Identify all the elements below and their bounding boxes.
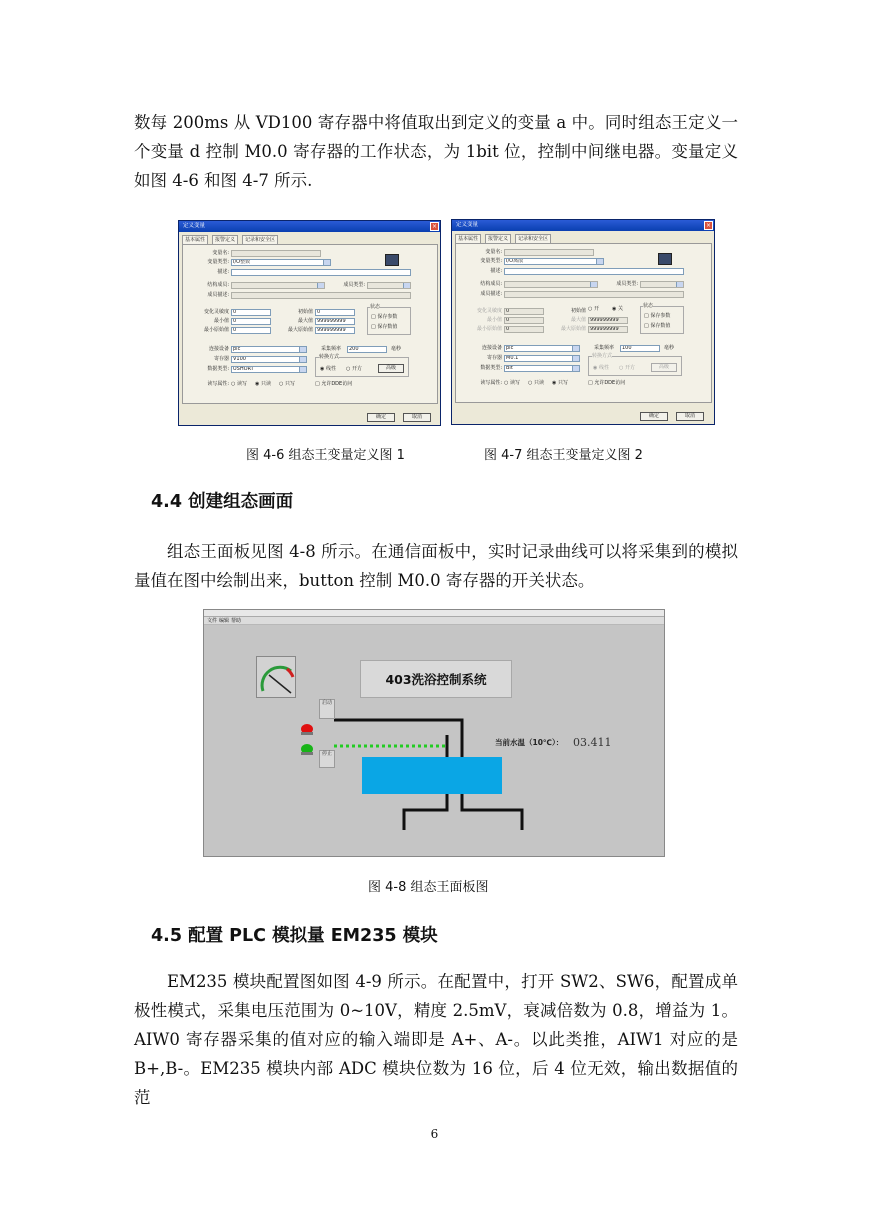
label-freq: 采集频率 xyxy=(320,346,341,352)
tab-record[interactable]: 记录和安全区 xyxy=(242,235,278,244)
label-min: 最小值 xyxy=(213,318,229,324)
stop-switch[interactable]: 停止 xyxy=(319,750,335,768)
label-desc: 描述: xyxy=(217,269,229,275)
convert-group xyxy=(315,354,409,377)
sqrt-radio[interactable]: ○ 开方 xyxy=(346,366,362,372)
change-sens-input[interactable]: 0 xyxy=(504,308,544,315)
label-ms: 毫秒 xyxy=(664,345,675,351)
write-only-radio[interactable]: ◉ 只写 xyxy=(552,380,568,386)
figure-caption-4-8: 图 4-8 组态王面板图 xyxy=(368,880,489,895)
label-rw: 读写属性: xyxy=(480,380,502,386)
register-select[interactable]: V100 xyxy=(231,356,307,363)
label-struct: 结构成员: xyxy=(480,281,502,287)
tab-record[interactable]: 记录和安全区 xyxy=(515,234,551,243)
label-member-type: 成员类型: xyxy=(343,282,365,288)
label-change-sens: 变化灵敏度 xyxy=(476,308,502,314)
convert-label: 转换方式 xyxy=(592,353,613,359)
paragraph-3: EM235 模块配置图如图 4-9 所示。在配置中，打开 SW2、SW6，配置成单极性模式，采集电压范围为 0~10V，精度 2.5mV，衰减倍数为 0.8，增益为 1。AIW0 寄存器采集的值对应的输入端即是 A+、A-。以此类推，AIW1 对应的是 B+,B-。EM235 模块内部 ADC 模块位数为 16 位，后 4 位无效，输出数据值的范 xyxy=(134,972,738,1107)
save-value-checkbox[interactable]: □ 保存数值 xyxy=(644,323,671,329)
tab-alarm[interactable]: 报警定义 xyxy=(485,234,511,243)
label-freq: 采集频率 xyxy=(593,345,614,351)
section-heading-4-4: 4.4 创建组态画面 xyxy=(151,492,294,512)
variable-icon xyxy=(658,253,672,265)
label-datatype: 数据类型: xyxy=(480,365,502,371)
min-raw-input[interactable]: 0 xyxy=(504,326,544,333)
state-label: 状态 xyxy=(643,303,654,309)
paragraph-2: 组态王面板见图 4-8 所示。在通信面板中，实时记录曲线可以将采集到的模拟量值在图中绘制出来，button 控制 M0.0 寄存器的开关状态。 xyxy=(134,542,738,590)
freq-input[interactable]: 200 xyxy=(347,346,387,353)
struct-select[interactable] xyxy=(231,282,325,289)
chevron-down-icon xyxy=(590,282,597,287)
freq-input[interactable]: 100 xyxy=(620,345,660,352)
label-min-raw: 最小原始值 xyxy=(476,326,502,332)
chevron-down-icon xyxy=(596,259,603,264)
tab-basic[interactable]: 基本属性 xyxy=(182,235,208,244)
convert-label: 转换方式 xyxy=(319,354,340,360)
basic-panel xyxy=(455,243,712,403)
allow-dde-checkbox[interactable]: □ 允许DDE访问 xyxy=(588,380,626,386)
label-member-type: 成员类型: xyxy=(616,281,638,287)
dialog-title: 定义变量 xyxy=(179,221,440,232)
member-type-select[interactable] xyxy=(640,281,684,288)
var-type-select[interactable] xyxy=(504,258,604,265)
label-var-type: 变量类型: xyxy=(207,259,229,265)
sqrt-radio[interactable]: ○ 开方 xyxy=(619,365,635,371)
chevron-down-icon xyxy=(403,283,410,288)
chevron-down-icon xyxy=(572,346,579,351)
convert-group xyxy=(588,353,682,376)
ok-button[interactable]: 确定 xyxy=(640,412,668,421)
variable-dialog-2 xyxy=(451,219,715,425)
variable-dialog-1 xyxy=(178,220,441,426)
read-only-radio[interactable]: ○ 只读 xyxy=(528,380,544,386)
chevron-down-icon xyxy=(299,347,306,352)
var-type-value: I/O离散 xyxy=(506,258,524,264)
device-select[interactable]: plc xyxy=(231,346,307,353)
device-select[interactable]: plc xyxy=(504,345,580,352)
min-input[interactable]: 0 xyxy=(504,317,544,324)
label-member-desc: 成员描述: xyxy=(480,291,502,297)
red-lamp-icon xyxy=(299,720,315,732)
label-register: 寄存器 xyxy=(486,355,502,361)
label-max: 最大值 xyxy=(297,318,313,324)
water-tank xyxy=(362,757,502,794)
temperature-label: 当前水温（10℃）： xyxy=(495,738,564,747)
member-desc-input[interactable] xyxy=(231,292,411,299)
variable-icon xyxy=(385,254,399,266)
save-param-checkbox[interactable]: □ 保存参数 xyxy=(371,314,398,320)
desc-input[interactable] xyxy=(231,269,411,276)
label-max-raw: 最大原始值 xyxy=(287,327,313,333)
min-raw-input[interactable]: 0 xyxy=(231,327,271,334)
max-raw-input[interactable]: 999999999 xyxy=(315,327,355,334)
label-var-type: 变量类型: xyxy=(480,258,502,264)
label-struct: 结构成员: xyxy=(207,282,229,288)
label-max: 最大值 xyxy=(570,317,586,323)
change-sens-input[interactable]: 0 xyxy=(231,309,271,316)
label-change-sens: 变化灵敏度 xyxy=(203,309,229,315)
member-desc-input[interactable] xyxy=(504,291,684,298)
label-device: 连接设备 xyxy=(481,345,502,351)
linear-radio[interactable]: ◉ 线性 xyxy=(320,366,336,372)
chevron-down-icon xyxy=(572,356,579,361)
cancel-button[interactable]: 取消 xyxy=(403,413,431,422)
temperature-value: 03.411 xyxy=(573,736,612,749)
close-icon[interactable]: × xyxy=(431,223,438,230)
register-select[interactable]: M0.1 xyxy=(504,355,580,362)
save-value-checkbox[interactable]: □ 保存数值 xyxy=(371,324,398,330)
chevron-down-icon xyxy=(572,366,579,371)
chevron-down-icon xyxy=(299,367,306,372)
ok-button[interactable]: 确定 xyxy=(367,413,395,422)
chevron-down-icon xyxy=(676,282,683,287)
label-init: 初始值 xyxy=(570,308,586,314)
read-only-radio[interactable]: ◉ 只读 xyxy=(255,381,271,387)
label-member-desc: 成员描述: xyxy=(207,292,229,298)
write-only-radio[interactable]: ○ 只写 xyxy=(279,381,295,387)
rw-radio[interactable]: ○ 读写 xyxy=(504,380,520,386)
figure-caption-4-7: 图 4-7 组态王变量定义图 2 xyxy=(484,448,643,463)
close-icon[interactable]: × xyxy=(705,222,712,229)
max-input[interactable]: 999999999 xyxy=(588,317,628,324)
dialog-title: 定义变量 xyxy=(452,220,714,231)
label-min: 最小值 xyxy=(486,317,502,323)
desc-input[interactable] xyxy=(504,268,684,275)
label-ms: 毫秒 xyxy=(391,346,402,352)
advanced-button[interactable]: 高级 xyxy=(378,364,404,373)
min-input[interactable]: 0 xyxy=(231,318,271,325)
system-title: 403洗浴控制系统 xyxy=(360,660,512,698)
state-label: 状态 xyxy=(370,304,381,310)
datatype-select[interactable]: USHORT xyxy=(231,366,307,373)
label-datatype: 数据类型: xyxy=(207,366,229,372)
save-param-checkbox[interactable]: □ 保存参数 xyxy=(644,313,671,319)
green-lamp-icon xyxy=(299,740,315,752)
label-device: 连接设备 xyxy=(208,346,229,352)
section-heading-4-5: 4.5 配置 PLC 模拟量 EM235 模块 xyxy=(151,926,438,946)
rw-radio[interactable]: ○ 读写 xyxy=(231,381,247,387)
chevron-down-icon xyxy=(317,283,324,288)
allow-dde-checkbox[interactable]: □ 允许DDE访问 xyxy=(315,381,353,387)
advanced-button[interactable]: 高级 xyxy=(651,363,677,372)
figure-caption-4-6: 图 4-6 组态王变量定义图 1 xyxy=(246,448,405,463)
var-name-input[interactable] xyxy=(504,249,594,256)
linear-radio[interactable]: ◉ 线性 xyxy=(593,365,609,371)
datatype-select[interactable]: Bit xyxy=(504,365,580,372)
chevron-down-icon xyxy=(323,260,330,265)
label-init: 初始值 xyxy=(297,309,313,315)
tab-basic[interactable]: 基本属性 xyxy=(455,234,481,243)
page-number: 6 xyxy=(430,1127,439,1141)
label-rw: 读写属性: xyxy=(207,381,229,387)
control-panel-screenshot xyxy=(203,609,665,857)
var-type-select[interactable] xyxy=(231,259,331,266)
pipe-diagram xyxy=(204,610,665,857)
label-desc: 描述: xyxy=(490,268,502,274)
label-var-name: 变量名: xyxy=(212,250,229,256)
init-on-radio[interactable]: ○ 开 xyxy=(588,306,599,312)
var-type-value: I/O整数 xyxy=(233,259,251,265)
start-switch[interactable]: 启动 xyxy=(319,699,335,719)
basic-panel xyxy=(182,244,438,404)
cancel-button[interactable]: 取消 xyxy=(676,412,704,421)
label-max-raw: 最大原始值 xyxy=(560,326,586,332)
label-var-name: 变量名: xyxy=(485,249,502,255)
struct-select[interactable] xyxy=(504,281,598,288)
menu-help[interactable]: 帮助 xyxy=(231,618,242,624)
max-input[interactable]: 999999999 xyxy=(315,318,355,325)
label-register: 寄存器 xyxy=(213,356,229,362)
max-raw-input[interactable]: 999999999 xyxy=(588,326,628,333)
var-name-input[interactable] xyxy=(231,250,321,257)
menu-file[interactable]: 文件 xyxy=(207,618,218,624)
member-type-select[interactable] xyxy=(367,282,411,289)
state-group xyxy=(640,303,684,334)
init-off-radio[interactable]: ◉ 关 xyxy=(612,306,623,312)
paragraph-1: 数每 200ms 从 VD100 寄存器中将值取出到定义的变量 a 中。同时组态王定义一个变量 d 控制 M0.0 寄存器的工作状态，为 1bit 位，控制中间继电器。变量定义如图 4-6 和图 4-7 所示. xyxy=(134,113,738,190)
menu-edit[interactable]: 编辑 xyxy=(219,618,230,624)
state-group xyxy=(367,304,411,335)
chevron-down-icon xyxy=(299,357,306,362)
label-min-raw: 最小原始值 xyxy=(203,327,229,333)
init-input[interactable]: 0 xyxy=(315,309,355,316)
tab-alarm[interactable]: 报警定义 xyxy=(212,235,238,244)
